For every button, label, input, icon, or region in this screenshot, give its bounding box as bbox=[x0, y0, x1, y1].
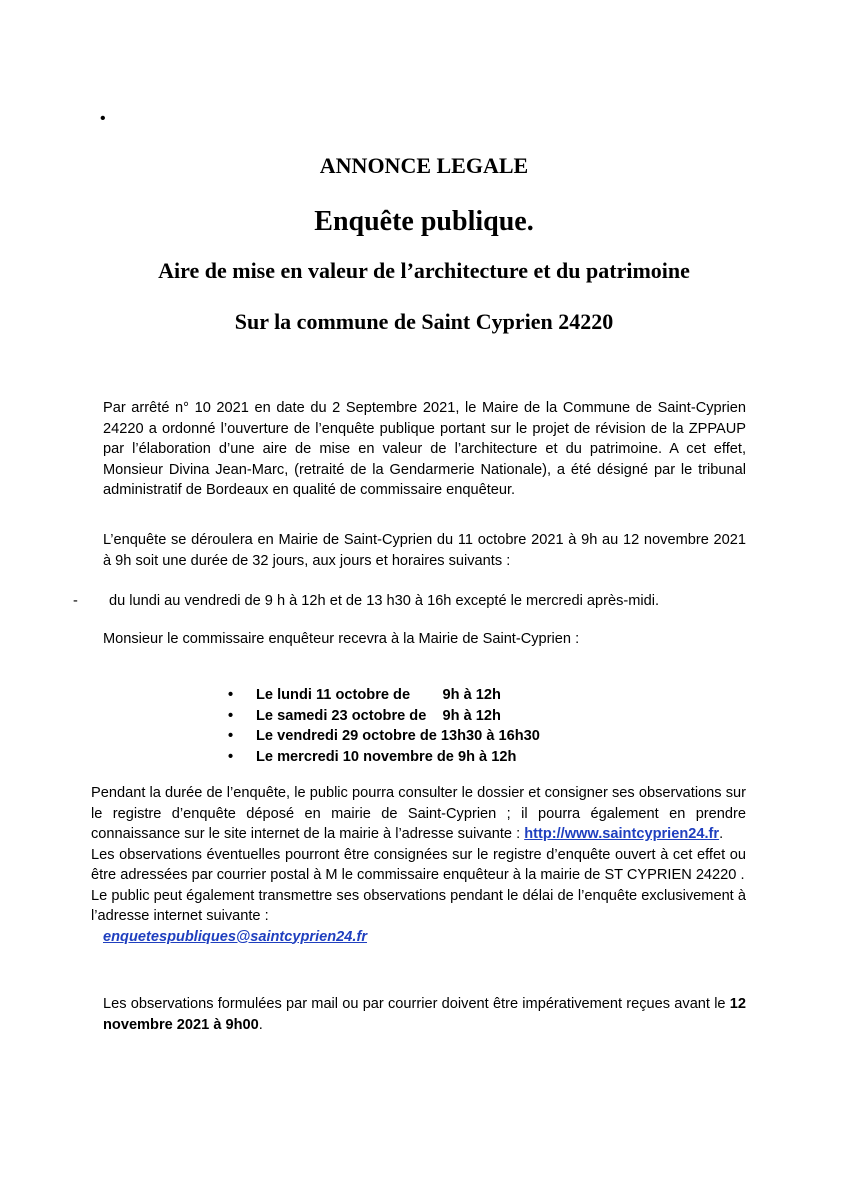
dash-marker: - bbox=[73, 593, 78, 609]
inquiry-dates-paragraph: L’enquête se déroulera en Mairie de Saint-Cyprien du 11 octobre 2021 à 9h au 12 novembre 2021 à 9h soit une durée de 32 jours, aux jours et horaires suivants : bbox=[103, 532, 746, 569]
bullet-mark: • bbox=[100, 110, 106, 127]
schedule-item: • Le vendredi 29 octobre de 13h30 à 16h30 bbox=[228, 726, 540, 747]
schedule-item: • Le samedi 23 octobre de 9h à 12h bbox=[228, 706, 540, 727]
email-observations-text: Le public peut également transmettre ses observations pendant le délai de l’enquête exclusivement à l’adresse internet suivante : bbox=[91, 887, 746, 924]
deadline-period: . bbox=[258, 1016, 263, 1033]
notice-type-heading: ANNONCE LEGALE bbox=[319, 153, 529, 178]
consultation-paragraph bbox=[91, 783, 746, 947]
schedule-item: • Le lundi 11 octobre de 9h à 12h bbox=[228, 685, 540, 706]
commissioner-paragraph: Monsieur le commissaire enquêteur recevra à la Mairie de Saint-Cyprien : bbox=[103, 631, 580, 647]
consultation-text bbox=[91, 783, 746, 845]
postal-observations-text: Les observations éventuelles pourront être consignées sur le registre d’enquête ouvert à cet effet ou être adressées par courrier postal à M le commissaire enquêteur à la mairie de ST CYPRIEN 24220 . bbox=[91, 846, 746, 883]
consultation-text-intro: Pendant la durée de l’enquête, le public pourra consulter le dossier et consigner ses observations sur le registre d’enquête déposé en mairie de Saint-Cyprien ; il pourra également en prendre connaissance sur le site internet de la mairie à l’adresse suivante : bbox=[91, 785, 746, 842]
website-link[interactable]: http://www.saintcyprien24.fr bbox=[524, 826, 720, 842]
subject-heading: Aire de mise en valeur de l’architecture et du patrimoine bbox=[158, 258, 690, 283]
opening-hours-item bbox=[73, 591, 773, 612]
decree-paragraph: Par arrêté n° 10 2021 en date du 2 Septembre 2021, le Maire de la Commune de Saint-Cyprien 24220 a ordonné l’ouverture de l’enquête publique portant sur le projet de révision de la ZPPAUP par l’élaboration d’une aire de mise en valeur de l’architecture et du patrimoine. A cet effet, Monsieur Divina Jean-Marc, (retraité de la Gendarmerie Nationale), a été désigné par le tribunal administratif de Bordeaux en qualité de commissaire enquêteur. bbox=[103, 400, 746, 498]
opening-hours-text: du lundi au vendredi de 9 h à 12h et de 13 h30 à 16h excepté le mercredi après-midi. bbox=[109, 593, 660, 609]
period-text: . bbox=[719, 826, 724, 842]
email-line bbox=[91, 927, 746, 948]
commune-heading: Sur la commune de Saint Cyprien 24220 bbox=[234, 309, 614, 334]
schedule-item: • Le mercredi 10 novembre de 9h à 12h bbox=[228, 747, 540, 768]
page-title: Enquête publique. bbox=[314, 206, 534, 237]
email-link[interactable]: enquetespubliques@saintcyprien24.fr bbox=[103, 928, 368, 945]
schedule-list bbox=[228, 685, 540, 767]
deadline-text: Les observations formulées par mail ou par courrier doivent être impérativement reçues avant le bbox=[103, 996, 730, 1012]
deadline-date: 12 novembre 2021 à 9h00 bbox=[103, 996, 746, 1033]
deadline-paragraph bbox=[103, 994, 746, 1035]
